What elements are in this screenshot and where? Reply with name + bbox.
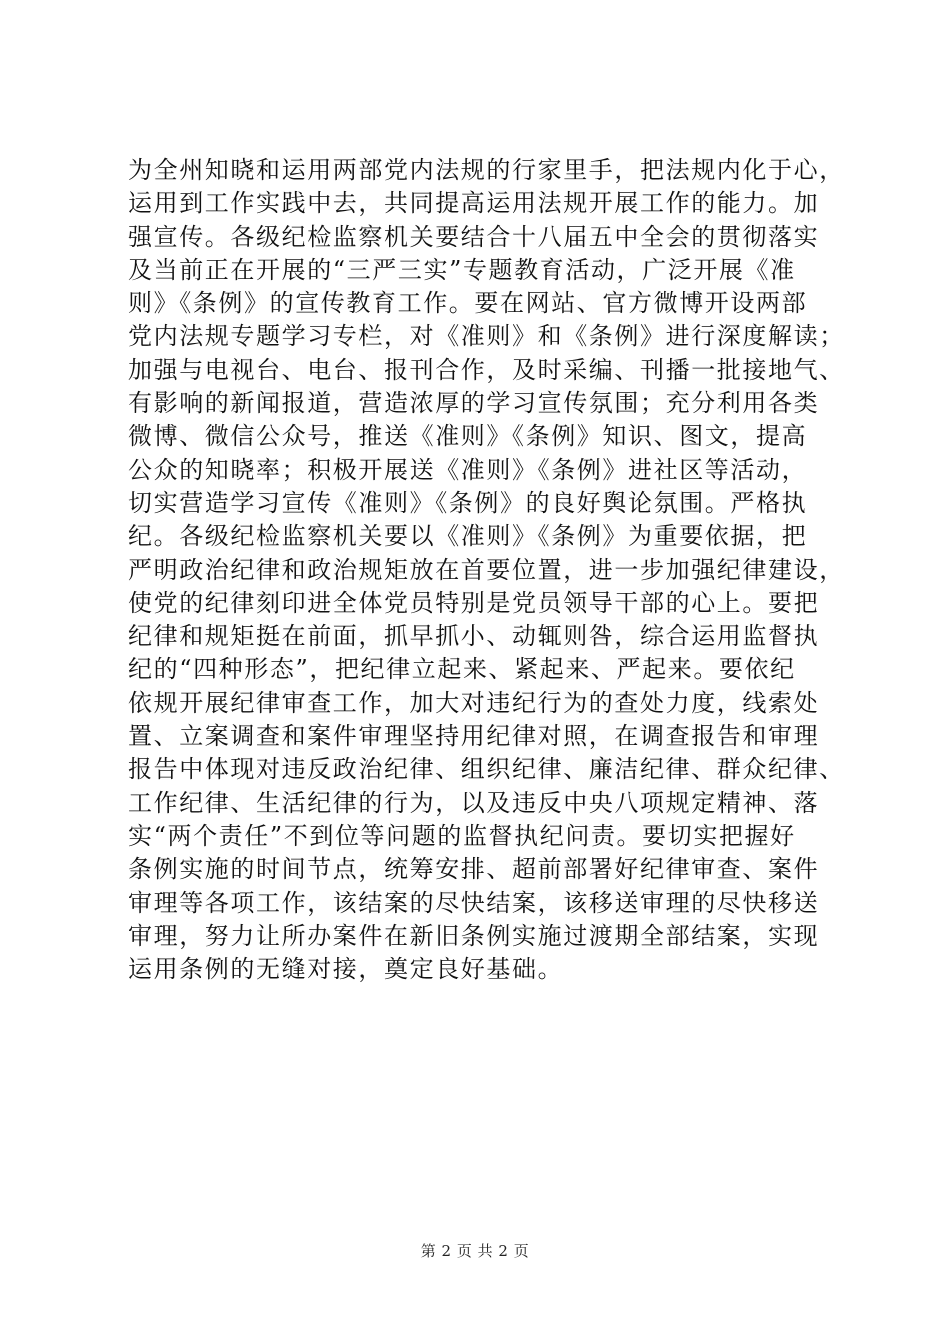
body-text <box>128 154 848 986</box>
text-line: 运用到工作实践中去，共同提高运用法规开展工作的能力。加 <box>128 189 820 218</box>
text-line: 置、立案调查和案件审理坚持用纪律对照，在调查报告和审理 <box>128 722 820 751</box>
text-line: 则》《条例》的宣传教育工作。要在网站、官方微博开设两部 <box>128 289 808 318</box>
text-line: 依规开展纪律审查工作，加大对违纪行为的查处力度，线索处 <box>128 688 820 717</box>
text-line: 运用条例的无缝对接，奠定良好基础。 <box>128 955 564 984</box>
text-line: 有影响的新闻报道，营造浓厚的学习宣传氛围；充分利用各类 <box>128 389 820 418</box>
text-line: 纪。各级纪检监察机关要以《准则》《条例》为重要依据，把 <box>128 522 808 551</box>
text-line: 强宣传。各级纪检监察机关要结合十八届五中全会的贯彻落实 <box>128 222 820 251</box>
text-line: 严明政治纪律和政治规矩放在首要位置，进一步加强纪律建设， <box>128 555 845 584</box>
text-line: 纪的“四种形态”，把纪律立起来、紧起来、严起来。要依纪 <box>128 655 796 684</box>
text-line: 条例实施的时间节点，统筹安排、超前部署好纪律审查、案件 <box>128 855 820 884</box>
text-line: 工作纪律、生活纪律的行为，以及违反中央八项规定精神、落 <box>128 788 820 817</box>
text-line: 为全州知晓和运用两部党内法规的行家里手，把法规内化于心， <box>128 156 845 184</box>
text-line: 审理等各项工作，该结案的尽快结案，该移送审理的尽快移送 <box>128 888 820 917</box>
text-line: 公众的知晓率；积极开展送《准则》《条例》进社区等活动， <box>128 455 808 484</box>
text-line: 党内法规专题学习专栏，对《准则》和《条例》进行深度解读； <box>128 322 845 351</box>
text-line: 报告中体现对违反政治纪律、组织纪律、廉洁纪律、群众纪律、 <box>128 755 845 784</box>
page-number: 第 2 页 共 2 页 <box>420 1242 530 1260</box>
text-line: 审理，努力让所办案件在新旧条例实施过渡期全部结案，实现 <box>128 921 820 950</box>
text-line: 切实营造学习宣传《准则》《条例》的良好舆论氛围。严格执 <box>128 488 808 517</box>
text-line: 加强与电视台、电台、报刊合作，及时采编、刊播一批接地气、 <box>128 355 845 384</box>
text-line: 微博、微信公众号，推送《准则》《条例》知识、图文，提高 <box>128 422 808 451</box>
page-footer <box>0 1241 950 1261</box>
text-line: 及当前正在开展的“三严三实”专题教育活动，广泛开展《准 <box>128 255 796 284</box>
text-line: 使党的纪律刻印进全体党员特别是党员领导干部的心上。要把 <box>128 588 820 617</box>
text-line: 实“两个责任”不到位等问题的监督执纪问责。要切实把握好 <box>128 821 796 850</box>
text-line: 纪律和规矩挺在前面，抓早抓小、动辄则咎，综合运用监督执 <box>128 622 820 651</box>
